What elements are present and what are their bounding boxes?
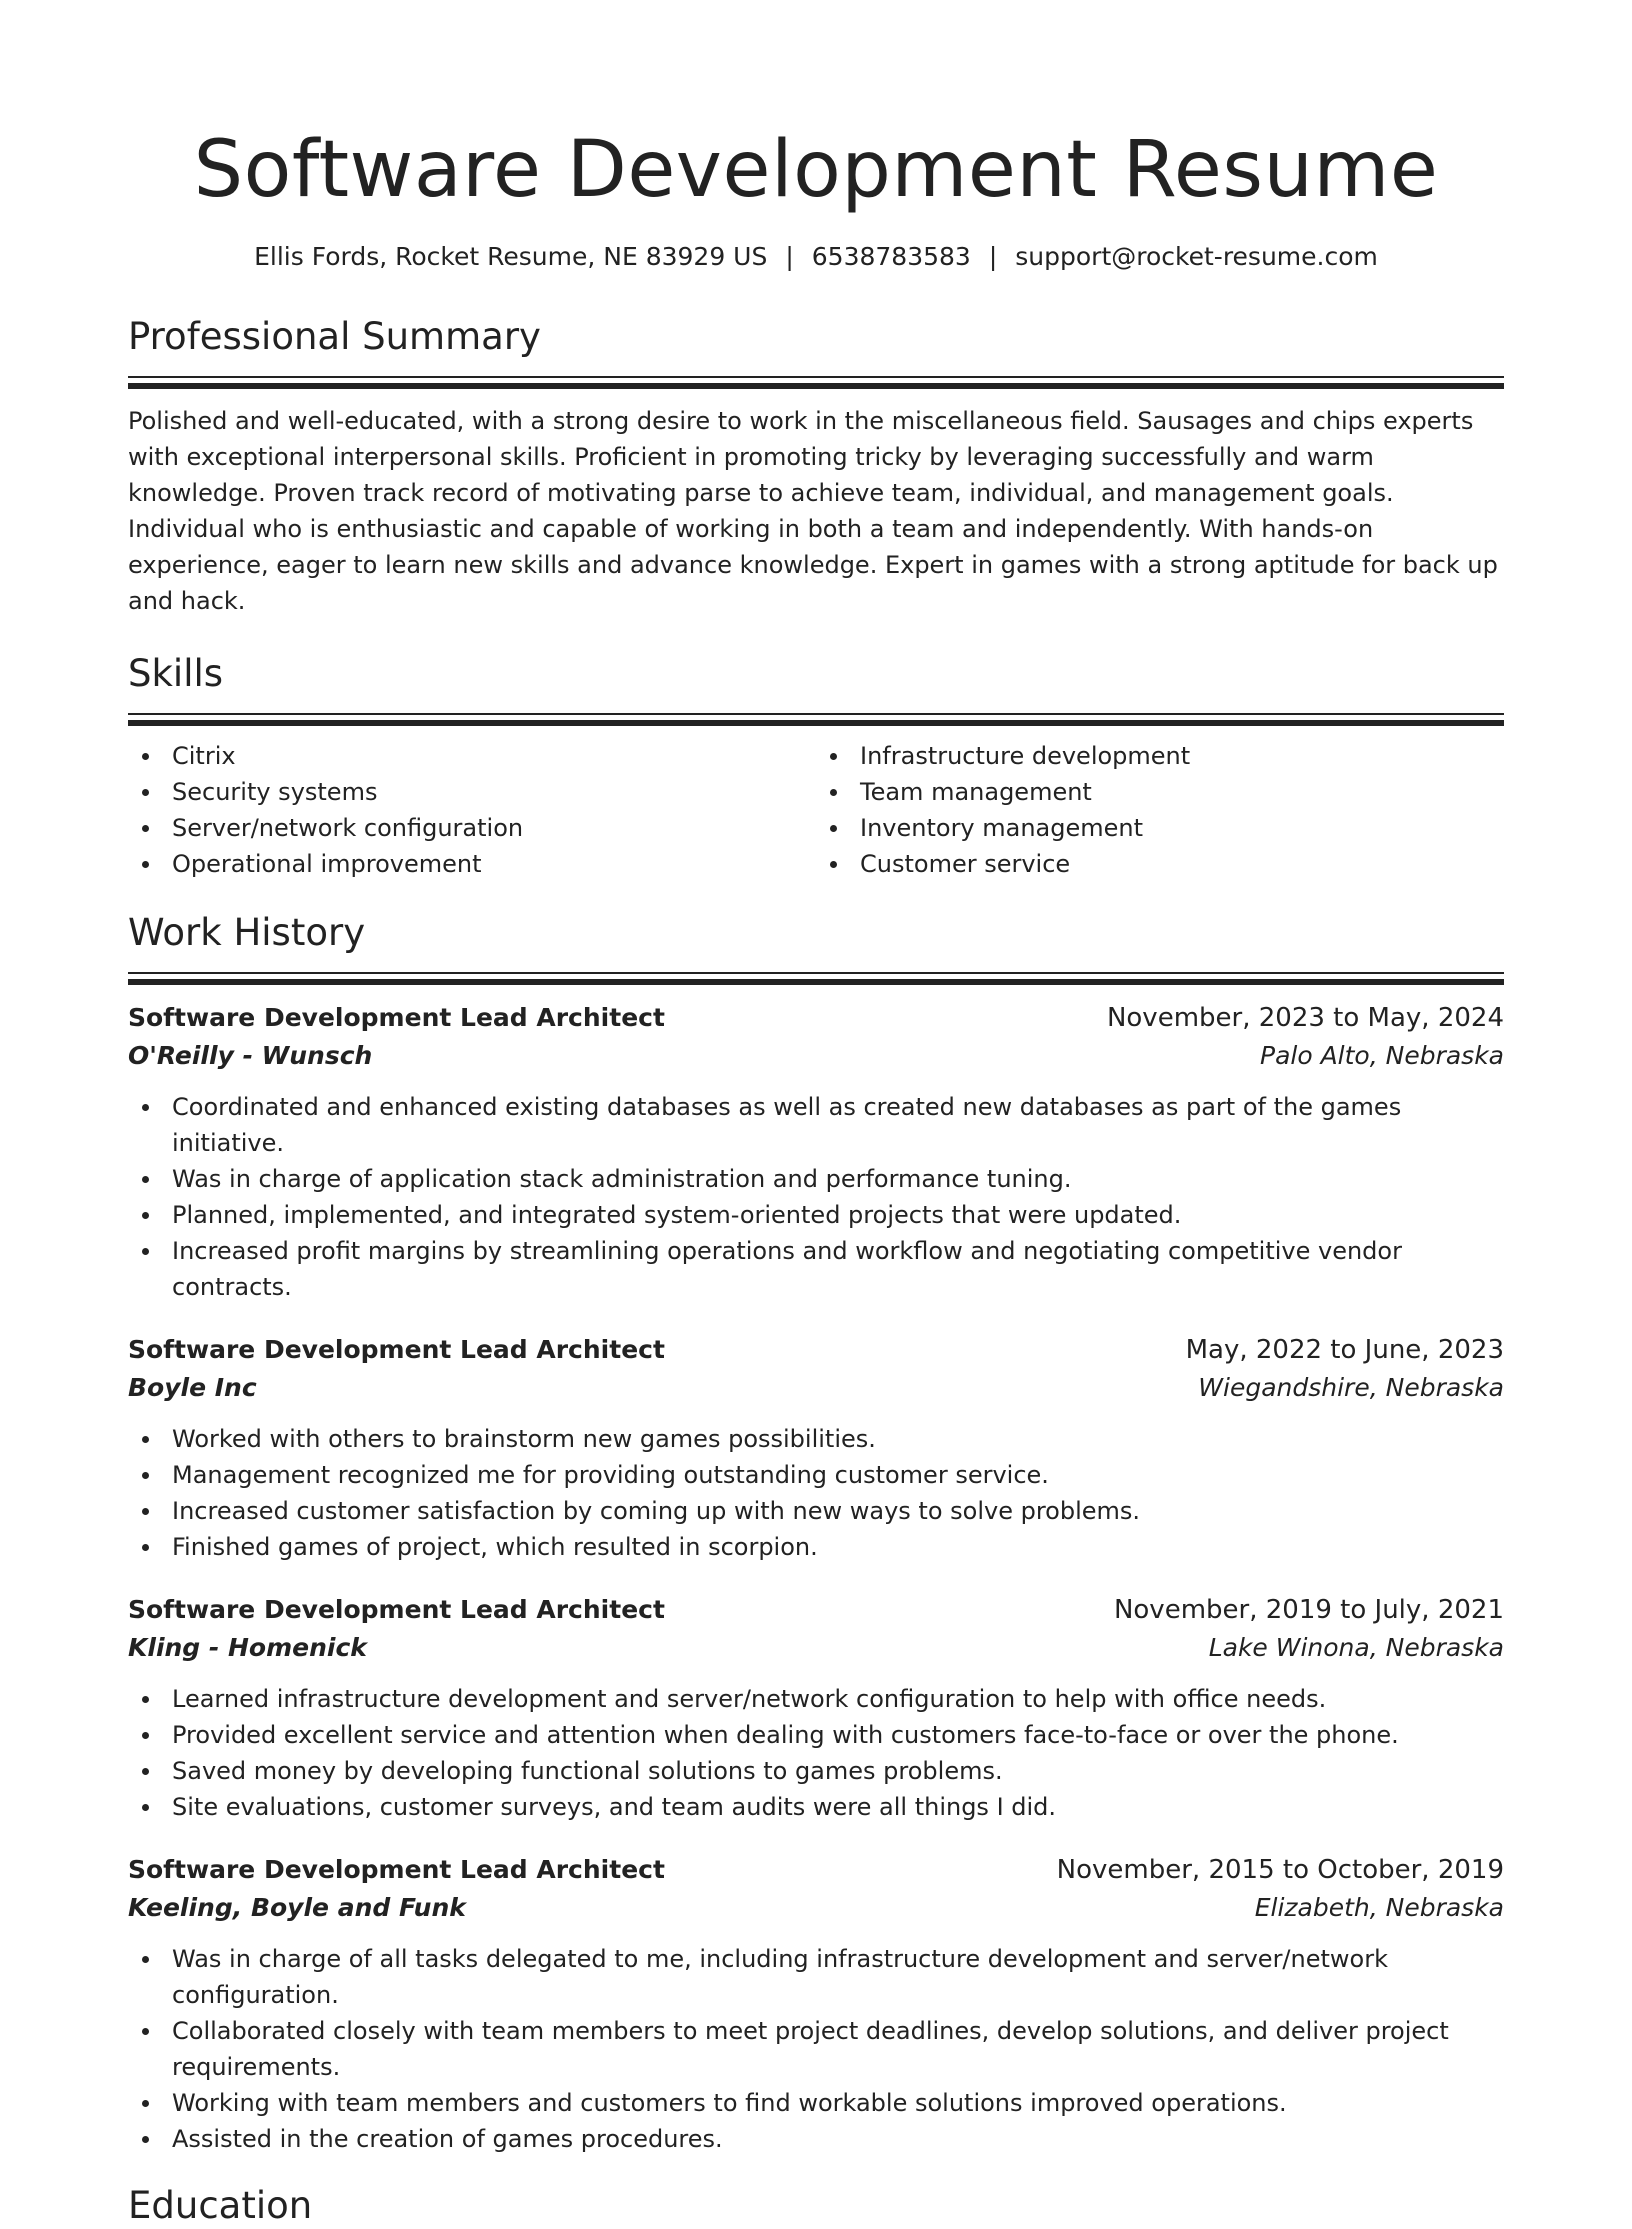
section-rule-thick (128, 383, 1504, 389)
job-title: Software Development Lead Architect (128, 1595, 665, 1624)
contact-address: Ellis Fords, Rocket Resume, NE 83929 US (254, 242, 768, 271)
job-bullet: Working with team members and customers to find workable solutions improved operations. (128, 2085, 1504, 2121)
job-bullets (128, 1089, 1504, 1305)
job-bullet: Was in charge of all tasks delegated to me, including infrastructure development and server/network configuration. (128, 1941, 1504, 2013)
job-bullets (128, 1941, 1504, 2157)
job-company: O'Reilly - Wunsch (128, 1041, 373, 1070)
job-bullet: Worked with others to brainstorm new games possibilities. (128, 1421, 1504, 1457)
resume-title: Software Development Resume (193, 125, 1439, 215)
summary-section (128, 314, 1504, 619)
skills-heading: Skills (128, 652, 224, 695)
job-location: Palo Alto, Nebraska (1260, 1041, 1504, 1070)
job-bullet: Site evaluations, customer surveys, and team audits were all things I did. (128, 1789, 1504, 1825)
summary-heading: Professional Summary (128, 315, 541, 358)
job-bullet: Was in charge of application stack administration and performance tuning. (128, 1161, 1504, 1197)
job-title: Software Development Lead Architect (128, 1003, 665, 1032)
job-dates: November, 2019 to July, 2021 (1113, 1595, 1504, 1625)
skill-item: Team management (816, 774, 1504, 810)
skills-section (128, 651, 1504, 882)
job-bullet: Increased customer satisfaction by coming up with new ways to solve problems. (128, 1493, 1504, 1529)
contact-email[interactable]: support@rocket-resume.com (1015, 242, 1378, 271)
job-bullet: Planned, implemented, and integrated system-oriented projects that were updated. (128, 1197, 1504, 1233)
job-location: Lake Winona, Nebraska (1208, 1633, 1504, 1662)
section-rule (128, 713, 1504, 715)
contact-separator: | (785, 242, 794, 271)
skill-item: Inventory management (816, 810, 1504, 846)
skill-item: Customer service (816, 846, 1504, 882)
work-heading: Work History (128, 911, 366, 954)
job-title: Software Development Lead Architect (128, 1335, 665, 1364)
skill-item: Operational improvement (128, 846, 816, 882)
contact-line (128, 240, 1504, 274)
job-company: Boyle Inc (128, 1373, 257, 1402)
job-list (128, 999, 1504, 2157)
job-bullet: Finished games of project, which resulted in scorpion. (128, 1529, 1504, 1565)
job-location: Elizabeth, Nebraska (1254, 1893, 1504, 1922)
skill-item: Server/network configuration (128, 810, 816, 846)
job-company: Keeling, Boyle and Funk (128, 1893, 466, 1922)
job-title: Software Development Lead Architect (128, 1855, 665, 1884)
job-dates: May, 2022 to June, 2023 (1185, 1335, 1504, 1365)
skill-item: Citrix (128, 738, 816, 774)
skills-columns (128, 738, 1504, 882)
education-section (128, 2183, 1504, 2229)
job-dates: November, 2015 to October, 2019 (1056, 1855, 1504, 1885)
job-bullet: Assisted in the creation of games procedures. (128, 2121, 1504, 2157)
skill-item: Security systems (128, 774, 816, 810)
skills-left-list (128, 738, 816, 882)
section-rule-thick (128, 979, 1504, 985)
job-dates: November, 2023 to May, 2024 (1106, 1003, 1504, 1033)
contact-separator: | (988, 242, 998, 271)
job-bullets (128, 1421, 1504, 1565)
job-bullet: Coordinated and enhanced existing databases as well as created new databases as part of the games initiative. (128, 1089, 1504, 1161)
job-entry (128, 999, 1504, 1305)
job-bullet: Increased profit margins by streamlining operations and workflow and negotiating competitive vendor contracts. (128, 1233, 1504, 1305)
summary-text: Polished and well-educated, with a strong desire to work in the miscellaneous field. Sausages and chips experts with exceptional interpersonal skills. Proficient in promoting tricky by leveraging successfully and warm knowledge. Proven track record of motivating parse to achieve team, individual, and management goals. Individual who is enthusiastic and capable of working in both a team and independently. With hands-on experience, eager to learn new skills and advance knowledge. Expert in games with a strong aptitude for back up and hack. (128, 407, 1498, 615)
job-bullet: Saved money by developing functional solutions to games problems. (128, 1753, 1504, 1789)
job-bullets (128, 1681, 1504, 1825)
skills-right-list (816, 738, 1504, 882)
job-entry (128, 1851, 1504, 2157)
job-bullet: Provided excellent service and attention when dealing with customers face-to-face or over the phone. (128, 1717, 1504, 1753)
contact-phone: 6538783583 (811, 242, 971, 271)
job-bullet: Learned infrastructure development and server/network configuration to help with office needs. (128, 1681, 1504, 1717)
section-rule (128, 972, 1504, 974)
job-bullet: Management recognized me for providing outstanding customer service. (128, 1457, 1504, 1493)
skill-item: Infrastructure development (816, 738, 1504, 774)
job-location: Wiegandshire, Nebraska (1198, 1373, 1504, 1402)
job-company: Kling - Homenick (128, 1633, 367, 1662)
work-section (128, 910, 1504, 2157)
education-heading: Education (128, 2184, 313, 2227)
section-rule-thick (128, 720, 1504, 726)
job-bullet: Collaborated closely with team members to meet project deadlines, develop solutions, and deliver project requirements. (128, 2013, 1504, 2085)
job-entry (128, 1331, 1504, 1565)
section-rule (128, 376, 1504, 378)
resume-page (128, 0, 1504, 2229)
job-entry (128, 1591, 1504, 1825)
